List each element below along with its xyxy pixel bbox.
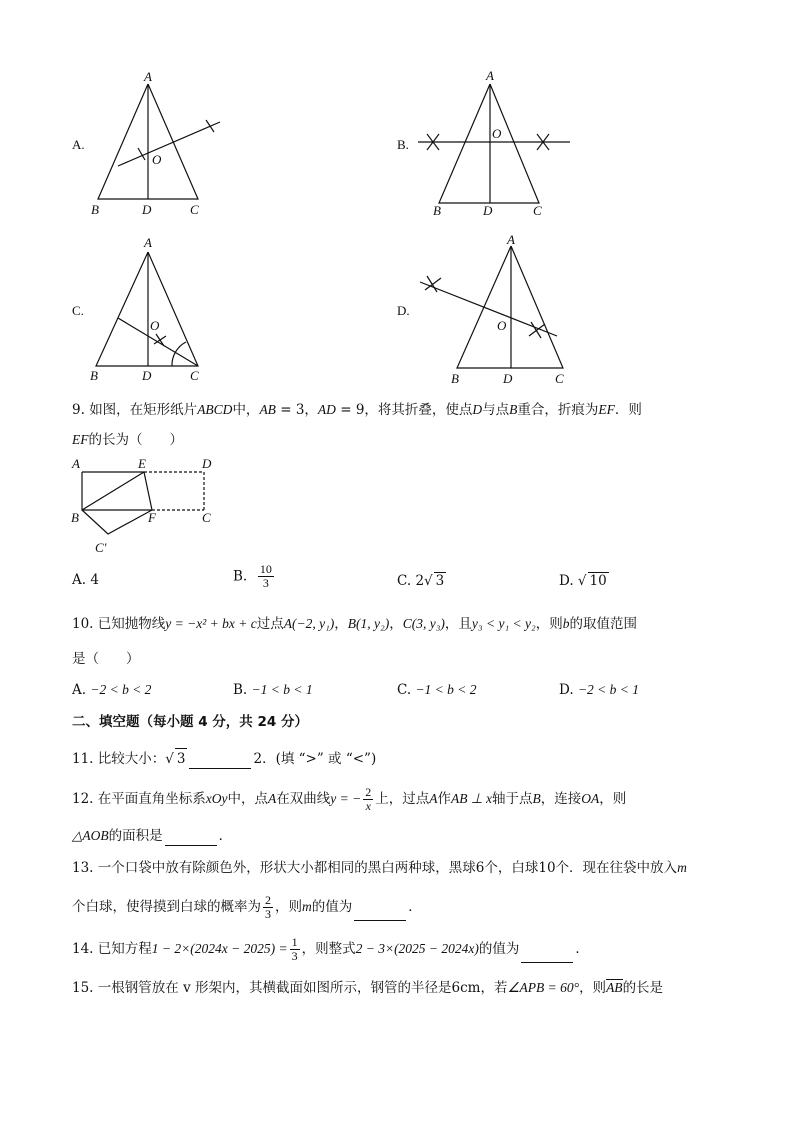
point-label-b: B <box>91 202 99 217</box>
question-number: 9. <box>72 402 85 418</box>
point-label-c: C <box>202 510 211 525</box>
q10-option-d[interactable]: D. −2 < b < 1 <box>559 682 640 698</box>
q10-option-b[interactable]: B. −1 < b < 1 <box>233 682 313 698</box>
q8-option-a-label: A. <box>72 137 85 152</box>
point-label-a: A <box>507 232 515 247</box>
q9-stem-line1: 9. 如图，在矩形纸片ABCD中，AB = 3，AD = 9，将其折叠，使点D与点B重合，折痕为EF．则 <box>72 402 642 418</box>
point-label-d: D <box>503 371 513 386</box>
point-label-b: B <box>451 371 459 386</box>
section-title: 二、填空题（每小题 4 分，共 24 分） <box>72 714 308 730</box>
point-label-a: A <box>72 456 80 471</box>
point-label-b: B <box>433 203 441 218</box>
triangle-abc <box>96 252 198 366</box>
point-label-d: D <box>142 202 152 217</box>
point-label-c: C <box>190 368 199 383</box>
q9-option-b[interactable]: B. $\frac{10}{3}$ <box>233 562 272 590</box>
arc-ab: AB <box>606 980 623 995</box>
q12-stem-line2: △AOB的面积是 ． <box>72 828 233 844</box>
point-label-f: F <box>148 510 156 525</box>
arc-mark <box>206 120 214 132</box>
point-label-b: B <box>71 510 79 525</box>
q8-option-c-label: C. <box>72 303 84 318</box>
rectangle-left <box>82 472 152 510</box>
point-label-d: D <box>142 368 152 383</box>
answer-blank[interactable] <box>165 845 217 846</box>
point-label-c: C <box>190 202 199 217</box>
bisector-line <box>420 282 557 336</box>
q10-option-c[interactable]: C. −1 < b < 2 <box>397 682 477 698</box>
point-label-c-prime: C′ <box>95 540 107 555</box>
q10-stem-line2: 是（ ） <box>72 651 140 667</box>
point-label-e: E <box>138 456 146 471</box>
q9-figure <box>68 454 228 559</box>
q8-option-c-figure <box>88 232 228 387</box>
point-label-b: B <box>90 368 98 383</box>
answer-blank[interactable] <box>521 962 573 963</box>
q13-stem-line2: 个白球，使得摸到白球的概率为 $\frac{2}{3}$ ，则m的值为 ． <box>72 893 422 921</box>
arc-mark <box>427 276 437 292</box>
fold-be <box>82 472 144 510</box>
triangle-abc <box>439 84 539 203</box>
q11-stem: 11. 比较大小：√ 3 2．(填 “>” 或 “<”) <box>72 748 376 769</box>
q9-stem-line2: EF的长为（ ） <box>72 432 183 448</box>
point-label-o: O <box>492 126 502 141</box>
question-number: 13. <box>72 860 94 876</box>
point-label-o: O <box>150 318 160 333</box>
question-number: 10. <box>72 616 94 632</box>
question-number: 12. <box>72 791 94 807</box>
point-label-a: A <box>144 235 152 250</box>
answer-blank[interactable] <box>354 920 406 921</box>
q10-stem-line1: 10. 已知抛物线y = −x² + bx + c过点A(−2, y₁)，B(1, y₂)，C(3, y₃)，且y₃ < y₁ < y₂，则b的取值范围 <box>72 616 637 632</box>
q13-stem-line1: 13. 一个口袋中放有除颜色外，形状大小都相同的黑白两种球，黑球6个，白球10个．现在往袋中放入m <box>72 860 687 876</box>
point-label-a: A <box>486 68 494 83</box>
q10-option-a[interactable]: A. −2 < b < 2 <box>72 682 152 698</box>
q8-option-d-label: D. <box>397 303 410 318</box>
q15-stem: 15. 一根钢管放在 v 形架内，其横截面如图所示，钢管的半径是6cm，若∠APB = 60°，则AB的长是 <box>72 980 664 996</box>
q8-option-b-label: B. <box>397 137 409 152</box>
point-label-o: O <box>152 152 162 167</box>
q8-option-b-figure <box>415 66 585 221</box>
triangle-abc <box>457 246 563 368</box>
q9-option-a[interactable]: A. 4 <box>72 572 99 588</box>
point-label-a: A <box>144 69 152 84</box>
arc-mark <box>138 148 145 160</box>
bisector-line <box>118 122 220 166</box>
question-number: 15. <box>72 980 94 996</box>
point-label-d: D <box>202 456 212 471</box>
point-label-c: C <box>555 371 564 386</box>
q8-option-d-figure <box>415 232 585 387</box>
arc-mark <box>425 278 441 290</box>
q12-stem-line1: 12. 在平面直角坐标系xOy中，点A在双曲线y = − $\frac{2}{x}$ 上，过点A作AB ⊥ x轴于点B，连接OA，则 <box>72 785 627 813</box>
point-label-o: O <box>497 318 507 333</box>
point-label-d: D <box>483 203 493 218</box>
question-number: 11. <box>72 751 94 767</box>
q9-option-c[interactable]: C. 2√ 3 <box>397 573 445 589</box>
q8-option-a-figure <box>88 66 228 221</box>
point-label-c: C <box>533 203 542 218</box>
q14-stem: 14. 已知方程1 − 2×(2024x − 2025) = $\frac{1}{3}$ ，则整式2 − 3×(2025 − 2024x)的值为 ． <box>72 935 589 963</box>
answer-blank[interactable] <box>189 768 251 769</box>
folded-flap <box>82 510 152 534</box>
fold-ef <box>144 472 152 510</box>
question-number: 14. <box>72 941 94 957</box>
q9-option-d[interactable]: D. √ 10 <box>559 573 607 589</box>
